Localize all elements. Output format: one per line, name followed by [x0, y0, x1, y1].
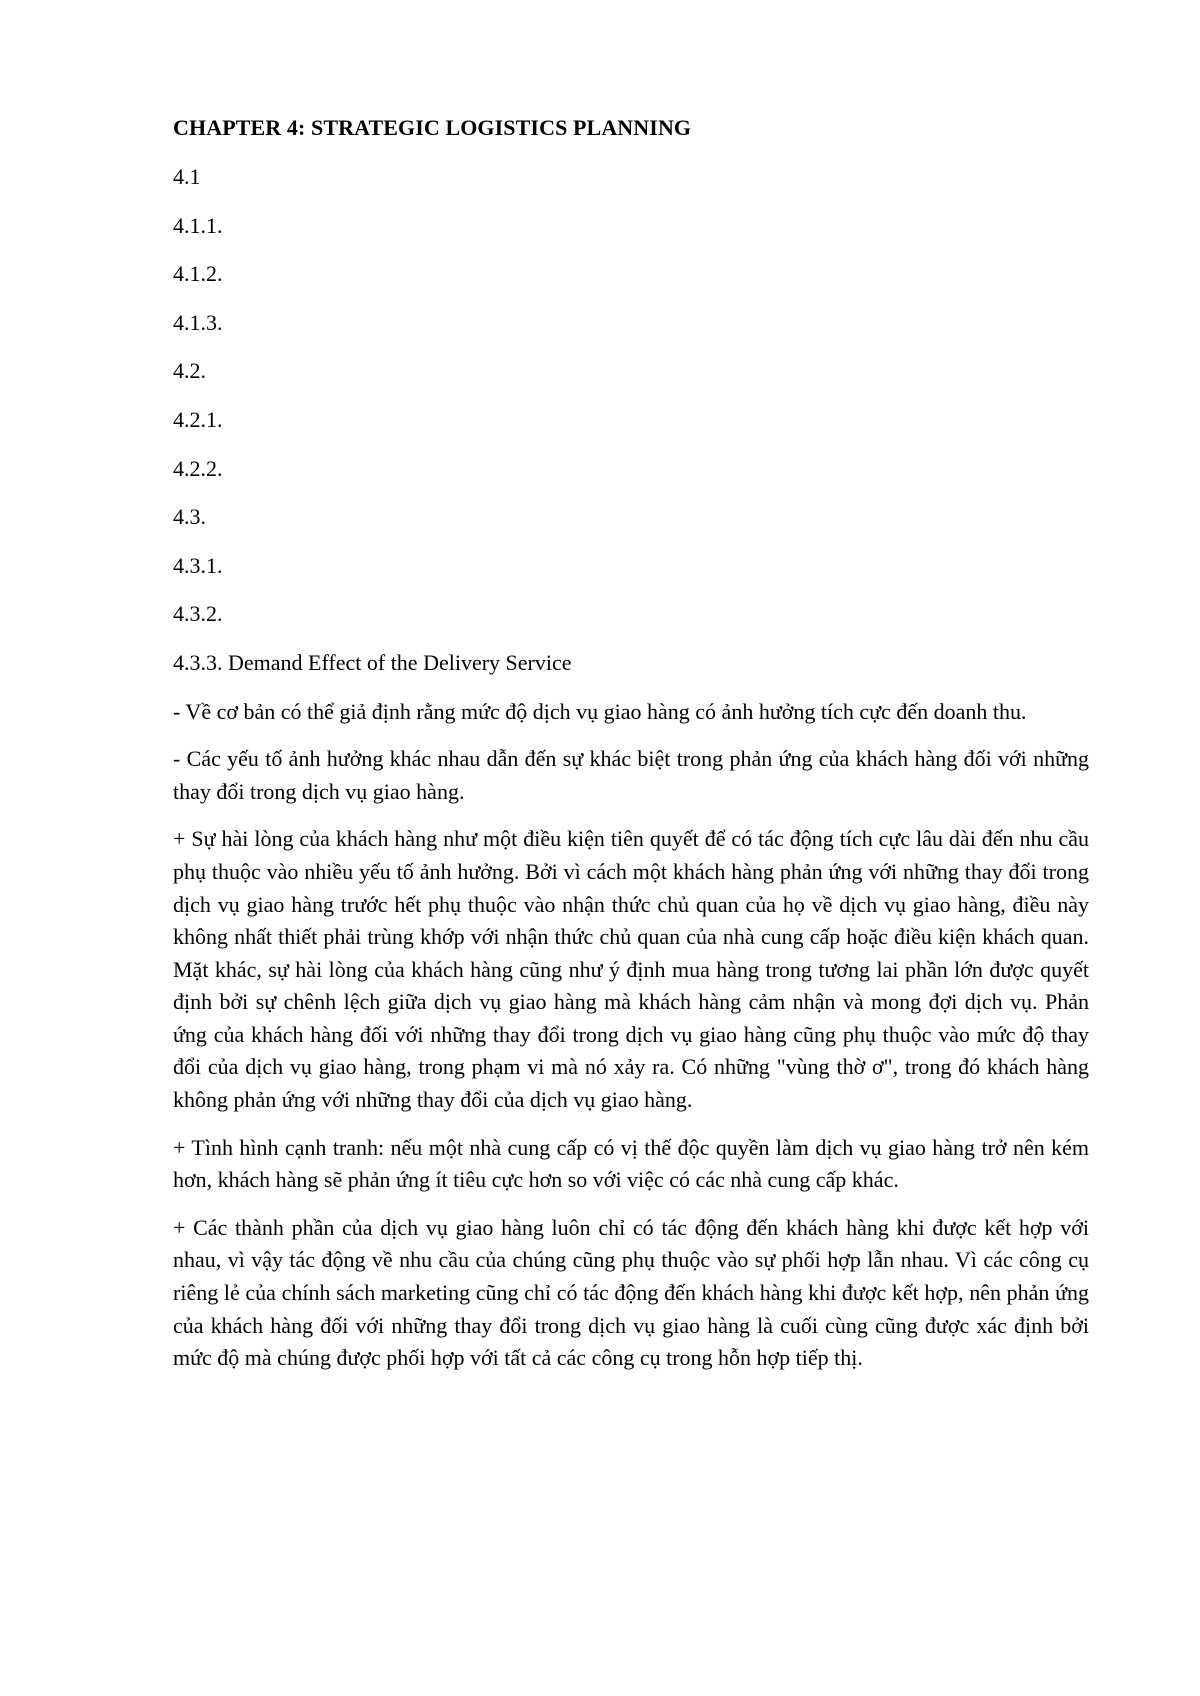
section-number: 4.2. — [173, 358, 206, 384]
body-paragraph: - Các yếu tố ảnh hưởng khác nhau dẫn đến sự khác biệt trong phản ứng của khách hàng đối với những thay đổi trong dịch vụ giao hàng. — [173, 746, 1089, 804]
section-number: 4.1.2. — [173, 261, 223, 287]
section-number: 4.1 — [173, 164, 201, 189]
section-number: 4.2.1. — [173, 406, 223, 432]
body-paragraph: + Tình hình cạnh tranh: nếu một nhà cung cấp có vị thế độc quyền làm dịch vụ giao hàng trở nên kém hơn, khách hàng sẽ phản ứng ít tiêu cực hơn so với việc có các nhà cung cấp khác. — [173, 1134, 1089, 1193]
section-number: 4.3.2. — [173, 601, 223, 627]
document-page — [173, 112, 1089, 1390]
section-number: 4.2.2. — [173, 455, 223, 481]
chapter-heading: CHAPTER 4: STRATEGIC LOGISTICS PLANNING — [173, 115, 692, 140]
section-number: 4.3. — [173, 504, 206, 530]
body-paragraph: - Về cơ bản có thể giả định rằng mức độ dịch vụ giao hàng có ảnh hưởng tích cực đến doanh thu. — [173, 698, 1027, 724]
section-number: 4.1.1. — [173, 212, 223, 238]
section-subheading: 4.3.3. Demand Effect of the Delivery Service — [173, 649, 572, 675]
section-number: 4.3.1. — [173, 552, 223, 578]
body-paragraph: + Các thành phần của dịch vụ giao hàng luôn chỉ có tác động đến khách hàng khi được kết hợp với nhau, vì vậy tác động về nhu cầu của chúng cũng phụ thuộc vào sự phối hợp lẫn nhau. Vì các công cụ riêng lẻ của chính sách marketing cũng chỉ có tác động đến khách hàng khi được kết hợp, nên phản ứng của khách hàng đối với những thay đổi trong dịch vụ giao hàng là cuối cùng cũng được xác định bởi mức độ mà chúng được phối hợp với tất cả các công cụ trong hỗn hợp tiếp thị. — [173, 1214, 1089, 1371]
section-number: 4.1.3. — [173, 309, 223, 335]
body-paragraph: + Sự hài lòng của khách hàng như một điều kiện tiên quyết để có tác động tích cực lâu dài đến nhu cầu phụ thuộc vào nhiều yếu tố ảnh hưởng. Bởi vì cách một khách hàng phản ứng với những thay đổi trong dịch vụ giao hàng trước hết phụ thuộc vào nhận thức chủ quan của họ về dịch vụ giao hàng, điều này không nhất thiết phải trùng khớp với nhận thức chủ quan của nhà cung cấp hoặc điều kiện khách quan. Mặt khác, sự hài lòng của khách hàng cũng như ý định mua hàng trong tương lai phần lớn được quyết định bởi sự chênh lệch giữa dịch vụ giao hàng mà khách hàng cảm nhận và mong đợi dịch vụ. Phản ứng của khách hàng đối với những thay đổi trong dịch vụ giao hàng cũng phụ thuộc vào mức độ thay đổi của dịch vụ giao hàng, trong phạm vi mà nó xảy ra. Có những "vùng thờ ơ", trong đó khách hàng không phản ứng với những thay đổi của dịch vụ giao hàng. — [173, 826, 1089, 1113]
